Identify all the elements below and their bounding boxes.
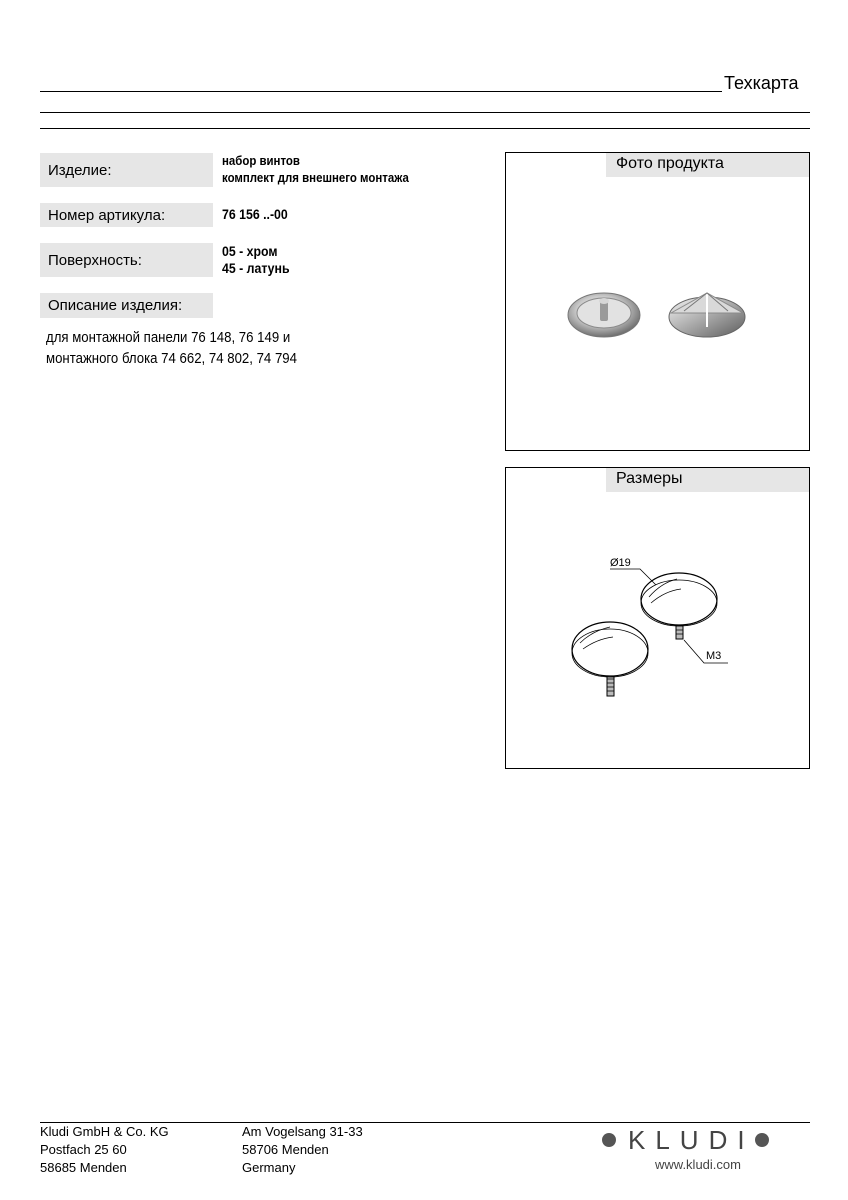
screw-cap-top (669, 293, 745, 337)
surface-line1: 05 - хром (222, 243, 278, 259)
photo-panel (505, 152, 810, 451)
website-link[interactable]: www.kludi.com (655, 1157, 741, 1172)
footer-address-line3: Germany (242, 1160, 296, 1175)
dimensions-panel (505, 467, 810, 769)
article-label: Номер артикула: (40, 203, 213, 227)
article-value: 76 156 ..-00 (222, 206, 288, 222)
dimensions-panel-title: Размеры (606, 468, 809, 492)
surface-line2: 45 - латунь (222, 260, 290, 276)
item-value-line2: комплект для внешнего монтажа (222, 170, 409, 185)
description-line1: для монтажной панели 76 148, 76 149 и (46, 329, 291, 346)
diameter-label: Ø19 (610, 557, 631, 569)
footer-address-line2: 58706 Menden (242, 1142, 329, 1157)
description-text (46, 327, 297, 369)
kludi-logo (602, 1124, 812, 1156)
dimensions-drawing (506, 493, 809, 768)
footer-company-line3: 58685 Menden (40, 1160, 127, 1175)
footer-address-line1: Am Vogelsang 31-33 (242, 1124, 363, 1139)
screw-right (641, 573, 717, 639)
footer-address (242, 1123, 363, 1177)
screw-left (572, 622, 648, 696)
header-rule (40, 91, 722, 92)
footer-company-line1: Kludi GmbH & Co. KG (40, 1124, 169, 1139)
footer-company-line2: Postfach 25 60 (40, 1142, 127, 1157)
thread-label: M3 (706, 650, 722, 662)
surface-label: Поверхность: (40, 243, 213, 277)
header-rule-3 (40, 128, 810, 129)
description-label: Описание изделия: (40, 293, 213, 318)
footer-company (40, 1123, 169, 1177)
product-photo (506, 179, 809, 449)
screw-cap-underside (568, 293, 640, 337)
logo-text: KLUDI (628, 1124, 755, 1155)
logo-dot-left (602, 1133, 616, 1147)
item-value-line1: набор винтов (222, 153, 300, 168)
photo-panel-title: Фото продукта (606, 153, 809, 177)
page-title: Техкарта (724, 73, 799, 93)
header-rule-2 (40, 112, 810, 113)
logo-dot-right (755, 1133, 769, 1147)
item-label: Изделие: (40, 153, 213, 187)
description-line2: монтажного блока 74 662, 74 802, 74 794 (46, 350, 297, 367)
